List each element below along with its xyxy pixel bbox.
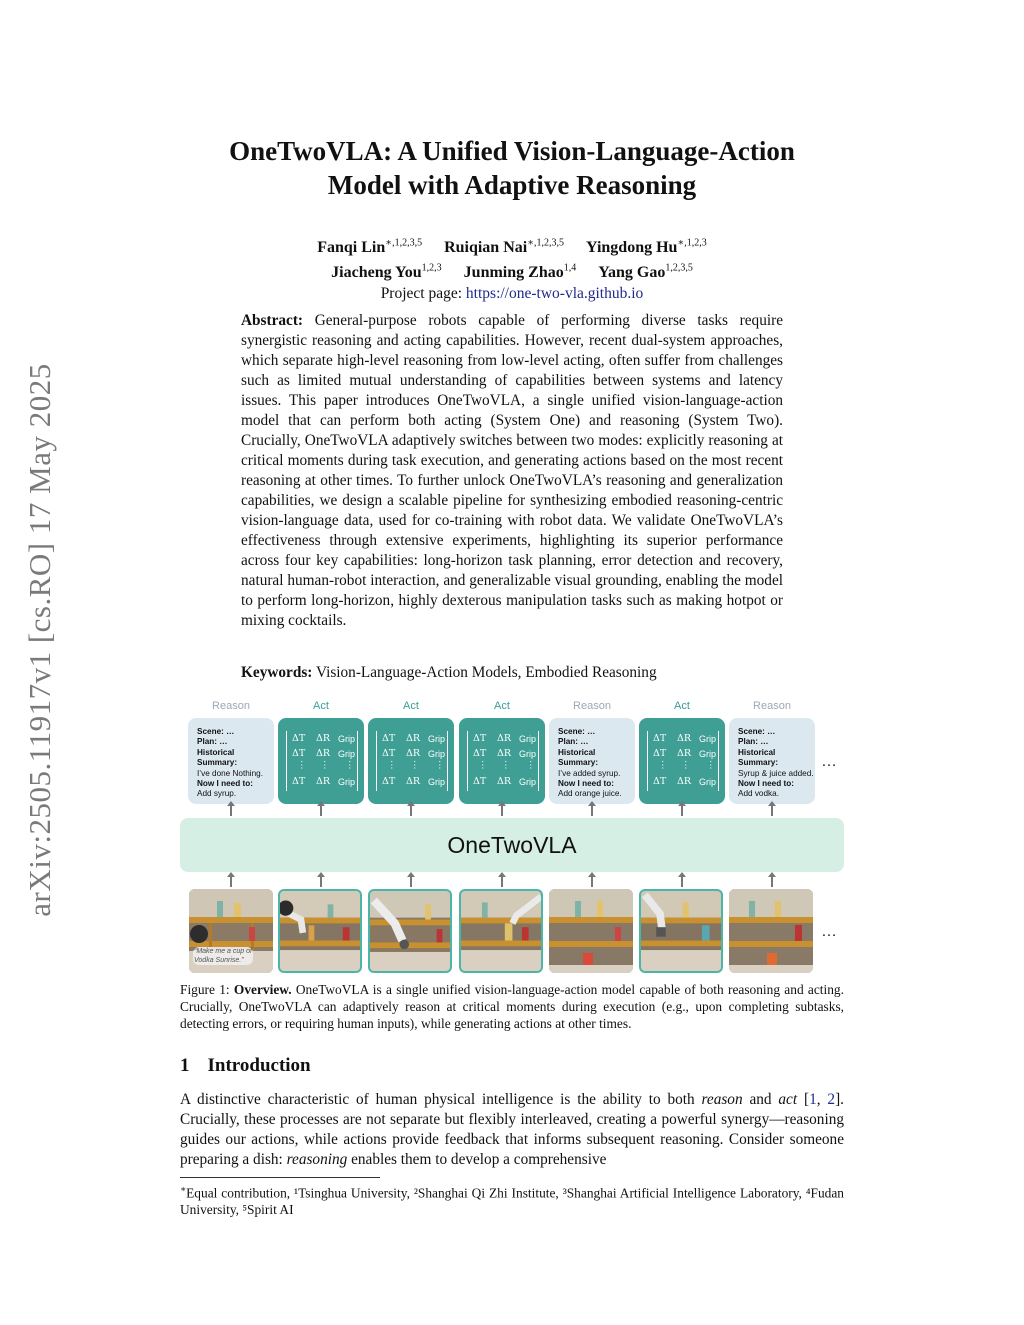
act-box: ΔT ΔR Grip ΔT ΔR Grip ⋮ ⋮ ⋮ ΔT ΔR Grip	[639, 718, 725, 804]
intro-paragraph: A distinctive characteristic of human physical intelligence is the ability to both reason and act [1, 2]. Crucially, these processes are not separate but flexibly interleaved, creating a powerful synergy—reasoning guides our actions, while actions provide feedback that informs subsequent reasoning. Consider someone preparing a dish: reasoning enables them to develop a comprehensive	[180, 1091, 844, 1168]
model-block: OneTwoVLA	[180, 818, 844, 872]
reason-box: Scene: … Plan: … Historical Summary: I’ve done Nothing. Now I need to: Add syrup.	[188, 718, 274, 804]
footnote-rule	[180, 1177, 380, 1178]
footnote: ∗Equal contribution, ¹Tsinghua University, ²Shanghai Qi Zhi Institute, ³Shanghai Artificial Intelligence Laboratory, ⁴Fudan University, ⁵Spirit AI	[180, 1184, 844, 1218]
robot-scene-image	[729, 889, 813, 973]
author: Yingdong $Hu^{∗,1,2,3}$	[586, 238, 707, 257]
ellipsis-top: …	[821, 753, 837, 770]
arrow-up	[410, 876, 412, 887]
abstract-text: General-purpose robots capable of performing diverse tasks require synergistic reasoning and acting capabilities. However, recent dual-system approaches, which separate high-level reasoning from low-level acting, often suffer from challenges such as limited mutual understanding of capabilities between systems and latency issues. This paper introduces OneTwoVLA, a single unified vision-language-action model that can perform both acting (System One) and reasoning (System Two). Crucially, OneTwoVLA adaptively switches between two modes: explicitly reasoning at critical moments during task execution, and generating actions based on the most recent reasoning at other times. To further unlock OneTwoVLA’s reasoning and generalization capabilities, we design a scalable pipeline for synthesizing embodied reasoning-centric vision-language data, used for co-training with robot data. We validate OneTwoVLA’s effectiveness through extensive experiments, highlighting its superior performance across four key capabilities: long-horizon task planning, error detection and recovery, natural human-robot interaction, and generalizable visual grounding, enabling the model to perform long-horizon, highly dexterous manipulation tasks such as making hotpot or mixing cocktails.	[241, 312, 783, 629]
arrow-up	[591, 805, 593, 816]
caption-text: OneTwoVLA is a single unified vision-language-action model capable of both reasoning and acting. Crucially, OneTwoVLA can adaptively reason at critical moments during execution (e.g., upon completing subtasks, detecting errors, or requiring human inputs), while generating actions at other times.	[180, 982, 844, 1031]
abstract-label: Abstract:	[241, 312, 304, 329]
arrow-up	[320, 876, 322, 887]
section-heading	[180, 1055, 844, 1077]
arrow-up	[410, 805, 412, 816]
author: Ruiqian Nai$^{∗,1,2,3,5}$	[444, 238, 564, 257]
author: Jiacheng You$^{1,2,3}$	[331, 262, 442, 281]
robot-scene-image	[368, 889, 452, 973]
arxiv-stamp	[10, 330, 70, 950]
project-label: Project page:	[380, 285, 463, 302]
arrow-up	[501, 876, 503, 887]
caption-prefix: Figure 1:	[180, 982, 230, 997]
robot-scene-image	[549, 889, 633, 973]
figure-caption	[180, 981, 844, 1032]
author-row-1	[180, 234, 844, 258]
robot-scene-image	[278, 889, 362, 973]
project-page	[180, 285, 844, 303]
reason-box: Scene: … Plan: … Historical Summary: I’ve added syrup. Now I need to: Add orange juice.	[549, 718, 635, 804]
keywords-label: Keywords:	[241, 664, 313, 681]
arxiv-id: arXiv:2505.11917v1 [cs.RO] 17 May 2025	[22, 363, 57, 917]
arrow-up	[681, 805, 683, 816]
arrow-up	[320, 805, 322, 816]
col-label-act: Act	[313, 700, 329, 712]
arrow-up	[681, 876, 683, 887]
citation-link[interactable]: 2	[827, 1091, 836, 1108]
col-label-reason: Reason	[573, 700, 611, 712]
section-number: 1	[180, 1055, 190, 1076]
col-label-reason: Reason	[753, 700, 791, 712]
footnote-text: Equal contribution, ¹Tsinghua University, ²Shanghai Qi Zhi Institute, ³Shanghai Artificial Intelligence Laboratory, ⁴Fudan University, ⁵Spirit AI	[180, 1185, 844, 1218]
col-label-reason: Reason	[212, 700, 250, 712]
section-title: Introduction	[207, 1055, 311, 1076]
robot-scene-image	[459, 889, 543, 973]
ellipsis-bottom: …	[821, 923, 837, 940]
abstract	[241, 311, 783, 631]
robot-scene-image	[189, 889, 273, 973]
author: Junming Zhao$^{1,4}$	[463, 262, 577, 281]
title-line-1: OneTwoVLA: A Unified Vision-Language-Action	[229, 136, 795, 166]
caption-bold: Overview.	[233, 982, 292, 997]
citation-link[interactable]: 1	[809, 1091, 817, 1108]
arrow-up	[591, 876, 593, 887]
author-list	[180, 234, 844, 283]
arrow-up	[230, 876, 232, 887]
instruction-bubble: “Make me a cup of Vodka Sunrise.”	[194, 948, 252, 964]
arrow-up	[771, 876, 773, 887]
figure-overview	[180, 698, 844, 978]
arrow-up	[771, 805, 773, 816]
act-box: ΔT ΔR Grip ΔT ΔR Grip ⋮ ⋮ ⋮ ΔT ΔR Grip	[368, 718, 454, 804]
title-line-2: Model with Adaptive Reasoning	[327, 170, 697, 200]
arrow-up	[501, 805, 503, 816]
col-label-act: Act	[674, 700, 690, 712]
author: Fanqi Lin$^{∗,1,2,3,5}$	[317, 238, 423, 257]
author: Yang Gao$^{1,2,3,5}$	[598, 262, 693, 281]
reason-box: Scene: … Plan: … Historical Summary: Syrup & juice added. Now I need to: Add vodka.	[729, 718, 815, 804]
paper-title	[180, 134, 844, 202]
project-link[interactable]: https://one-two-vla.github.io	[465, 285, 644, 302]
col-label-act: Act	[494, 700, 510, 712]
keywords-text: Vision-Language-Action Models, Embodied Reasoning	[315, 664, 657, 681]
arrow-up	[230, 805, 232, 816]
author-row-2	[180, 258, 844, 282]
act-box: ΔT ΔR Grip ΔT ΔR Grip ⋮ ⋮ ⋮ ΔT ΔR Grip	[459, 718, 545, 804]
act-box: ΔT ΔR Grip ΔT ΔR Grip ⋮ ⋮ ⋮ ΔT ΔR Grip	[278, 718, 364, 804]
robot-scene-image	[639, 889, 723, 973]
keywords	[241, 664, 783, 682]
col-label-act: Act	[403, 700, 419, 712]
